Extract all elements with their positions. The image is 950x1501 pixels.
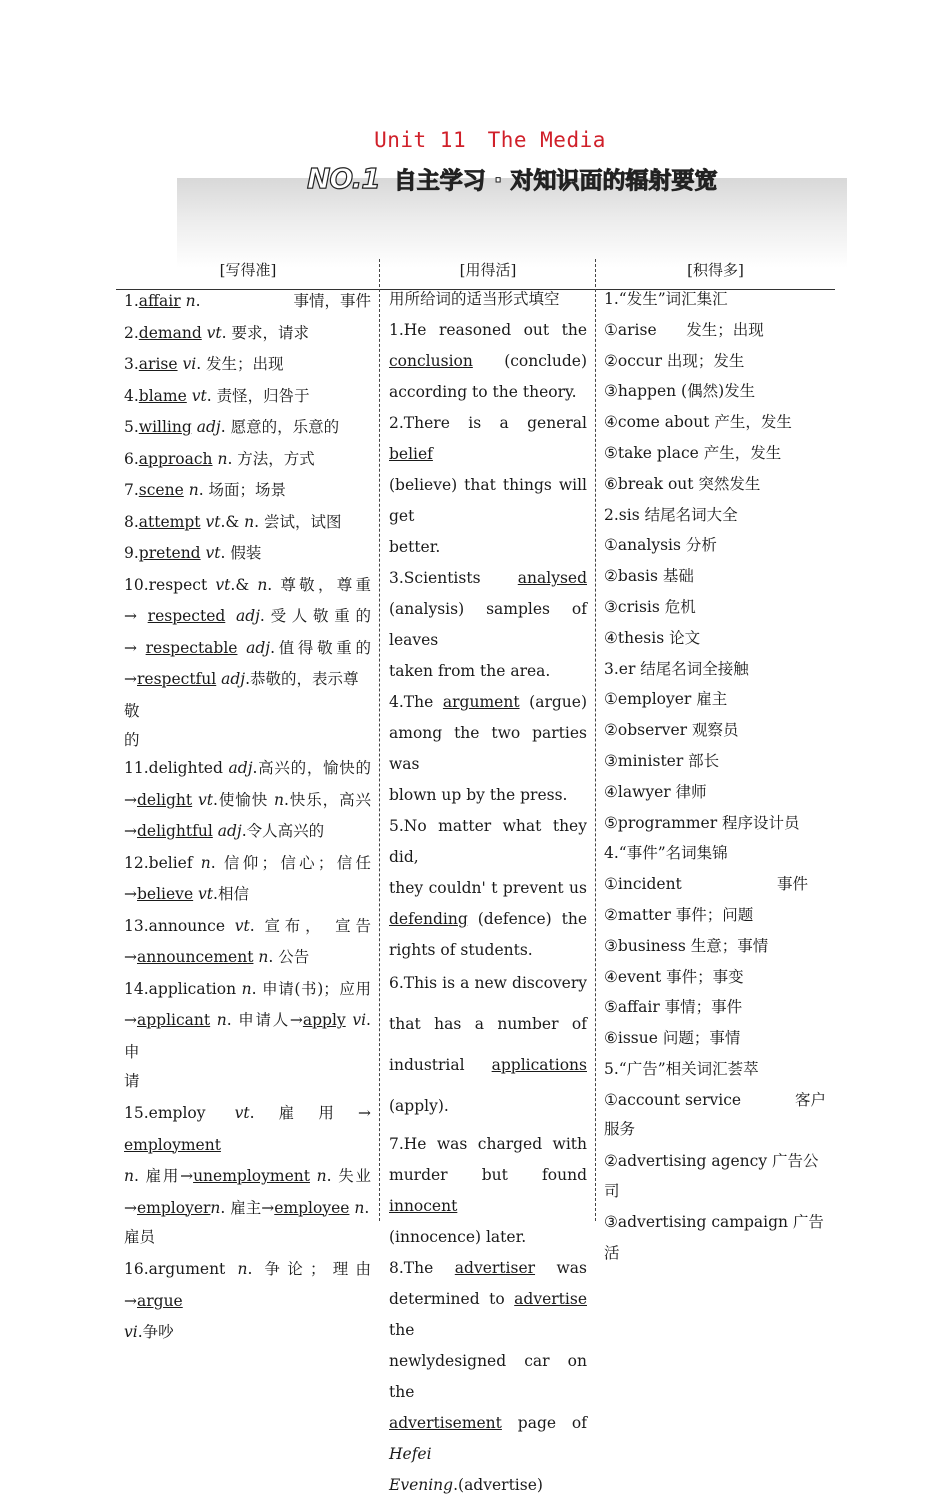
vocab-entry: 15.employ vt.雇用→ employment n. 雇用→unemployment n. 失业 →employern. 雇主→employee n. 雇员 [124, 1104, 372, 1246]
section-header [307, 160, 718, 196]
exercise-sentence: 8.The advertiser was determined to advertise the newlydesigned car on the advertisement page of Hefei Evening.(advertise) [389, 1259, 587, 1494]
word-bank-line: ④come about 产生，发生 [604, 413, 792, 432]
exercise-column [389, 284, 587, 1501]
vocab-entry: 1.affair n. 事情，事件 [124, 292, 371, 310]
vocab-entry: 13.announce vt. 宣布， 宣告 →announcement n. 公告 [124, 916, 371, 966]
column-header-accumulate: [积得多] [687, 261, 744, 279]
word-bank-line: ②observer 观察员 [604, 721, 739, 740]
exercise-sentence: 2.There is a general belief (believe) that things will get better. [389, 414, 587, 556]
column-header-use: [用得活] [459, 261, 517, 279]
vocab-entry: 2.demand vt. 要求，请求 [124, 323, 310, 342]
word-bank-line: 5.“广告”相关词汇荟萃 [604, 1059, 759, 1078]
exercise-sentence: 4.The argument (argue) among the two parties was blown up by the press. [389, 693, 587, 804]
word-bank-line: ④thesis 论文 [604, 628, 701, 647]
vocab-entry: 3.arise vi. 发生；出现 [124, 355, 284, 373]
word-bank-line: ③minister 部长 [604, 751, 720, 770]
word-bank-line: ④lawyer 律师 [604, 782, 707, 801]
word-bank-line: ③happen (偶然)发生 [604, 382, 756, 401]
exercise-sentence: 5.No matter what they did, they couldn' t prevent us defending (defence) the rights of students. [389, 817, 587, 959]
vocab-entry: 6.approach n. 方法，方式 [124, 449, 315, 468]
section-badge: NO.1 [307, 161, 380, 195]
vocab-entry: 8.attempt vt.& n. 尝试，试图 [124, 512, 342, 531]
exercise-instructions: 用所给词的适当形式填空 [389, 290, 560, 308]
exercise-sentence: 3.Scientists analysed (analysis) samples of leaves taken from the area. [389, 569, 587, 680]
vocab-column [124, 286, 371, 1349]
word-bank-line: 3.er 结尾名词全接触 [604, 659, 749, 678]
word-bank-line: 1.“发生”词汇集汇 [604, 290, 728, 308]
word-bank-line: ③crisis 危机 [604, 597, 696, 616]
word-bank-line: ⑤take place 产生，发生 [604, 443, 782, 462]
word-bank-line: ②basis 基础 [604, 567, 694, 586]
page-title: Unit 11 The Media [374, 128, 606, 152]
word-bank-line: ②occur 出现；发生 [604, 351, 745, 370]
word-bank-line: ①account service 客户 服务 [604, 1090, 826, 1138]
word-bank-line: ①incident 事件 [604, 875, 808, 894]
word-bank-line: ①analysis 分析 [604, 536, 717, 555]
vocab-entry: 7.scene n. 场面；场景 [124, 481, 287, 499]
section-title: 自主学习 · 对知识面的辐射要宽 [393, 167, 718, 194]
word-bank-line: ③advertising campaign 广告活 [604, 1213, 824, 1262]
word-bank-line: ②advertising agency 广告公司 [604, 1151, 819, 1201]
exercise-sentence: 7.He was charged with murder but found innocent (innocence) later. [389, 1135, 587, 1246]
vocab-entry: 11.delighted adj.高兴的，愉快的 →delight vt.使愉快 n.快乐，高兴 →delightful adj.令人高兴的 [124, 759, 371, 840]
word-bank-line: ④event 事件；事变 [604, 967, 744, 986]
exercise-sentence: 1.He reasoned out the conclusion (conclude) according to the theory. [389, 321, 587, 401]
column-header-write: [写得准] [219, 261, 277, 279]
vocab-entry: 14.application n. 申请(书)；应用 →applicant n. 申请人→apply vi.申 请 [124, 979, 372, 1090]
exercise-sentence: 6.This is a new discovery that has a number of industrial applications (apply). [389, 974, 587, 1115]
word-bank-line: ⑤affair 事情；事件 [604, 998, 743, 1017]
word-bank-line: 2.sis 结尾名词大全 [604, 505, 738, 524]
vocab-entry: 10.respect vt.& n. 尊敬，尊重 → respected adj.受人敬重的 → respectable adj.值得敬重的 →respectful adj.恭敬的，表示尊敬 的 [124, 575, 371, 749]
word-bank-line: ⑥break out 突然发生 [604, 474, 761, 493]
word-bank-column [604, 284, 826, 1269]
word-bank-line: ⑥issue 问题；事情 [604, 1029, 741, 1048]
word-bank-line: ③business 生意；事情 [604, 936, 769, 955]
column-divider-2 [595, 259, 596, 1221]
vocab-entry: 4.blame vt. 责怪，归咎于 [124, 386, 310, 405]
word-bank-line: 4.“事件”名词集锦 [604, 844, 728, 863]
word-bank-line: ②matter 事件；问题 [604, 905, 754, 924]
column-divider-1 [379, 259, 380, 1221]
word-bank-line: ①employer 雇主 [604, 690, 728, 709]
vocab-entry: 16.argument n. 争论；理由→argue vi.争吵 [124, 1260, 372, 1341]
vocab-entry: 9.pretend vt. 假装 [124, 544, 262, 562]
word-bank-line: ①arise 发生；出现 [604, 320, 764, 339]
word-bank-line: ⑤programmer 程序设计员 [604, 813, 800, 832]
vocab-entry: 12.belief n. 信仰；信心；信任 →believe vt.相信 [124, 853, 371, 903]
vocab-entry: 5.willing adj. 愿意的，乐意的 [124, 418, 340, 436]
